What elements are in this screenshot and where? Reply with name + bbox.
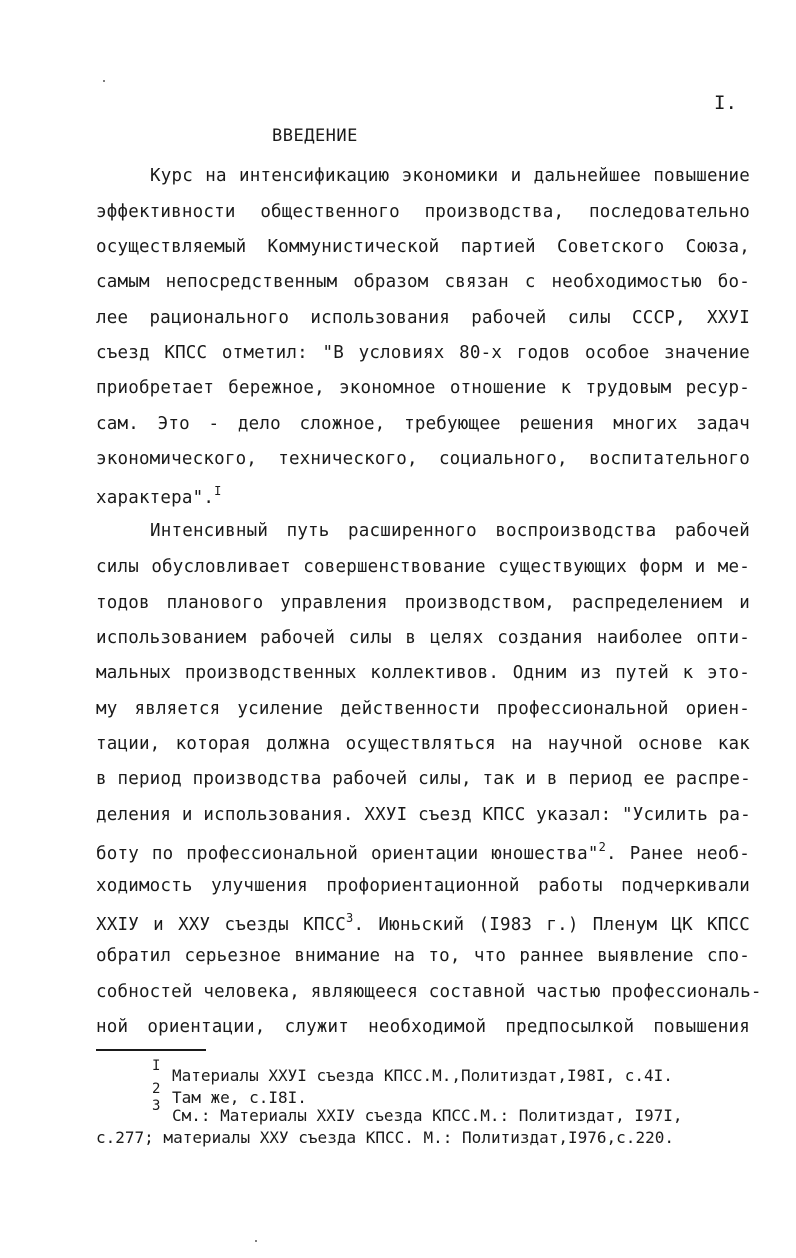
paragraph1-line: сам. Это - дело сложное, требующее решения многих задач [96,414,750,434]
paragraph2-line: собностей человека, являющееся составной частью профессиональ- [96,982,762,1002]
paragraph1-line: приобретает бережное, экономное отношение к трудовым ресур- [96,378,750,398]
paragraph1-line: экономического, технического, социального, воспитательного [96,449,750,469]
footnote-ref: I [214,484,222,498]
footnote-text: См.: Материалы ХХIУ съезда КПСС.М.: Политиздат, I97I, [172,1106,683,1125]
footnote-ref: 3 [346,911,354,925]
paragraph2-line-with-ref [96,840,750,864]
footnote-divider [96,1049,206,1051]
paragraph2-line: ходимость улучшения профориентационной работы подчеркивали [96,876,750,896]
footnote-text-continued: с.277; материалы ХХУ съезда КПСС. М.: Политиздат,I976,с.220. [96,1128,674,1147]
paragraph1-line: характера". [96,488,215,508]
paragraph2-line: тодов планового управления производством, распределением и [96,593,750,613]
paragraph2-line: обратил серьезное внимание на то, что раннее выявление спо- [96,946,750,966]
footnote-text: Там же, с.I8I. [172,1088,307,1107]
paragraph2-line-tail: . Июньский (I983 г.) Пленум ЦК КПСС [353,915,750,935]
paragraph1-line: Курс на интенсификацию экономики и дальнейшее повышение [150,166,750,186]
paragraph1-line: съезд КПСС отметил: "В условиях 80-х годов особое значение [96,343,750,363]
scan-speck [103,80,105,82]
paragraph2-line: Интенсивный путь расширенного воспроизводства рабочей [150,521,750,541]
paragraph2-line: тации, которая должна осуществляться на научной основе как [96,734,750,754]
footnote-text: Материалы ХХУI съезда КПСС.М.,Политиздат,I98I, с.4I. [172,1066,673,1085]
page-title: ВВЕДЕНИЕ [272,126,358,146]
paragraph2-line: силы обусловливает совершенствование существующих форм и ме- [96,557,750,577]
footnote-ref: 2 [598,840,607,854]
paragraph1-last-line [96,484,222,508]
paragraph2-line: му является усиление действенности профессиональной ориен- [96,699,750,719]
paragraph2-line-tail: . Ранее необ- [606,844,750,864]
footnote-mark: I [152,1058,161,1074]
paragraph2-line: ной ориентации, служит необходимой предпосылкой повышения [96,1017,750,1037]
paragraph1-line: осуществляемый Коммунистической партией Советского Союза, [96,237,750,257]
paragraph1-line: самым непосредственным образом связан с необходимостью бо- [96,272,750,292]
paragraph2-line-with-ref [96,911,750,935]
paragraph2-line: деления и использования. ХХУI съезд КПСС указал: "Усилить ра- [96,805,751,825]
paragraph2-line: мальных производственных коллективов. Одним из путей к это- [96,663,750,683]
paragraph2-line: использованием рабочей силы в целях создания наиболее опти- [96,628,750,648]
paragraph2-line: ХХIУ и ХХУ съезды КПСС [96,915,347,935]
scan-speck [255,1240,257,1242]
paragraph2-line: в период производства рабочей силы, так и в период ее распре- [96,769,751,789]
footnote-mark: 2 [152,1081,161,1097]
footnote-mark: 3 [152,1098,161,1114]
paragraph2-line: боту по профессиональной ориентации юношества" [96,844,599,864]
paragraph1-line: эффективности общественного производства, последовательно [96,202,750,222]
page-number: I. [714,92,737,114]
paragraph1-line: лее рационального использования рабочей силы СССР, ХХУI [96,308,750,328]
